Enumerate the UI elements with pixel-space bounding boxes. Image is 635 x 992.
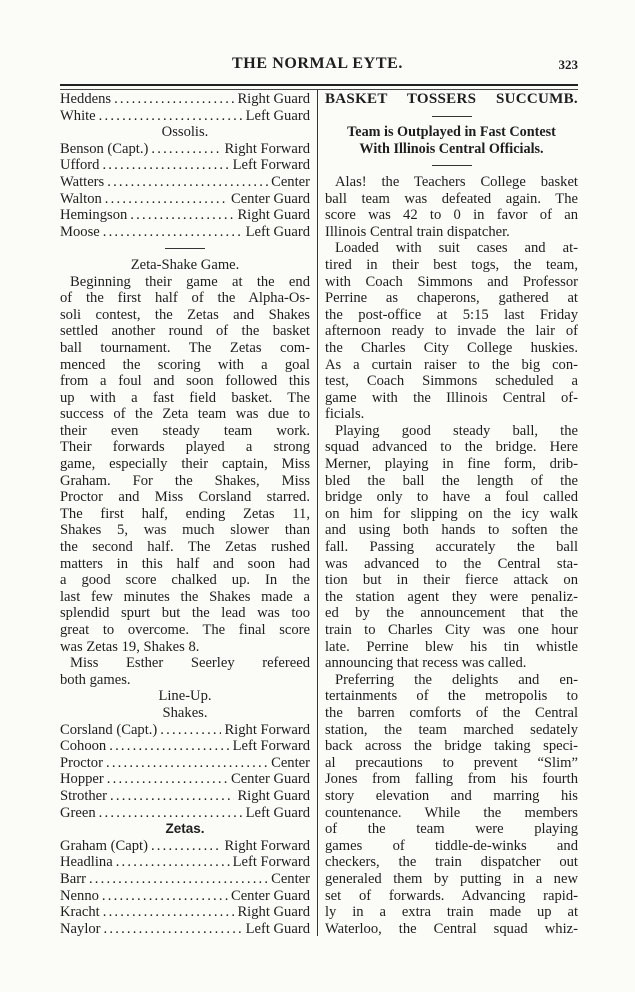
- player-position: Center Guard: [230, 190, 310, 207]
- text-line: squad advanced to the bridge. Here: [325, 439, 578, 456]
- text-line: checkers, the train dispatcher out: [325, 854, 578, 871]
- player-position: Center Guard: [230, 771, 310, 788]
- dot-leader: [151, 141, 221, 158]
- text-line: Illinois Central train dispatcher.: [325, 223, 510, 240]
- section-heading: Line-Up.: [158, 688, 212, 705]
- text-line: Jones from falling from his fourth: [325, 771, 578, 788]
- player-name: Moose: [60, 223, 100, 240]
- text-line: both games.: [60, 671, 131, 688]
- text-line: Playing good steady ball, the: [335, 422, 578, 439]
- player-name: Ufford: [60, 157, 100, 174]
- dot-leader: [99, 805, 243, 822]
- lineup-row: [60, 921, 310, 938]
- dot-leader: [105, 191, 228, 208]
- player-position: Left Guard: [245, 223, 310, 240]
- lineup-row: [60, 207, 310, 224]
- section-heading: Zeta-Shake Game.: [130, 256, 240, 273]
- text-line: Perrine as chaperons, gathered at: [325, 290, 578, 307]
- dot-leader: [103, 904, 235, 921]
- lineup-row: [60, 191, 310, 208]
- text-line: was Zetas 19, Shakes 8.: [60, 638, 200, 655]
- lineup-row: [60, 157, 310, 174]
- lineup-row: [60, 224, 310, 241]
- player-position: Center: [271, 870, 310, 887]
- player-position: Left Guard: [245, 804, 310, 821]
- dot-leader: [103, 224, 243, 241]
- text-line: ball tournament. The Zetas com-: [60, 339, 310, 356]
- dot-leader: [114, 91, 234, 108]
- player-position: Left Forward: [232, 157, 310, 174]
- dot-leader: [110, 788, 234, 805]
- text-line: game with the Illinois Central of-: [325, 389, 578, 406]
- lineup-row: [60, 771, 310, 788]
- dot-leader: [151, 838, 222, 855]
- dot-leader: [104, 921, 243, 938]
- section-heading: Ossolis.: [161, 124, 209, 141]
- text-line: Miss Esther Seerley refereed: [70, 655, 310, 672]
- text-line: set of forwards. Advancing rapid-: [325, 887, 578, 904]
- player-name: Barr: [60, 870, 86, 887]
- text-line: countenance. While the members: [325, 804, 578, 821]
- text-line: The first half, ending Zetas 11,: [60, 505, 310, 522]
- text-line: Loaded with suit cases and at-: [335, 240, 578, 257]
- player-name: Graham (Capt): [60, 837, 148, 854]
- dot-leader: [102, 157, 229, 174]
- player-position: Right Forward: [224, 721, 310, 738]
- text-line: Shakes 5, was much slower than: [60, 522, 310, 539]
- dot-leader: [109, 738, 229, 755]
- article-subheadline: Team is Outplayed in Fast Contest: [347, 124, 556, 141]
- lineup-row: [60, 904, 310, 921]
- player-position: Left Guard: [245, 920, 310, 937]
- lineup-row: [60, 755, 310, 772]
- player-name: Nenno: [60, 887, 99, 904]
- player-position: Right Forward: [224, 140, 310, 157]
- player-name: Kracht: [60, 904, 100, 921]
- player-position: Right Guard: [237, 91, 310, 107]
- right-column: [325, 91, 578, 937]
- text-line: station, the team marched sedately: [325, 721, 578, 738]
- player-position: Center: [271, 754, 310, 771]
- lineup-row: [60, 738, 310, 755]
- text-line: bridge only to have a foul called: [325, 489, 578, 506]
- text-line: up with a fast field basket. The: [60, 389, 310, 406]
- text-line: bled the ball the length of the: [325, 472, 578, 489]
- text-line: soli contest, the Zetas and Shakes: [60, 306, 310, 323]
- text-line: As a curtain raiser to the big con-: [325, 356, 578, 373]
- player-position: Right Guard: [237, 787, 310, 804]
- text-line: Waterloo, the Central squad whiz-: [325, 920, 578, 937]
- text-line: train to Charles City was one hour: [325, 622, 578, 638]
- player-position: Right Forward: [224, 837, 310, 854]
- dot-leader: [160, 722, 221, 739]
- header-rule: [60, 84, 578, 90]
- text-line: Graham. For the Shakes, Miss: [60, 472, 310, 489]
- text-line: from a foul and soon followed this: [60, 373, 310, 390]
- lineup-row: [60, 141, 310, 158]
- lineup-row: [60, 174, 310, 191]
- text-line: Preferring the delights and en-: [335, 671, 578, 688]
- article-headline: BASKET TOSSERS SUCCUMB.: [325, 91, 578, 107]
- lineup-row: [60, 91, 310, 108]
- dot-leader: [106, 755, 268, 772]
- paragraph: [325, 240, 578, 423]
- player-name: Watters: [60, 173, 105, 190]
- lineup-row: [60, 888, 310, 905]
- text-line: back across the bridge taking speci-: [325, 738, 578, 755]
- player-name: Corsland (Capt.): [60, 721, 158, 738]
- lineup-row: [60, 871, 310, 888]
- text-line: tion but in their fierce attack on: [325, 572, 578, 589]
- player-name: Hopper: [60, 771, 104, 788]
- text-line: of the team were playing: [325, 821, 578, 838]
- text-line: the Charles City College huskies.: [325, 339, 578, 356]
- player-position: Left Forward: [232, 738, 310, 755]
- divider: [325, 108, 578, 125]
- section-heading: Shakes.: [162, 704, 208, 721]
- dot-leader: [116, 854, 230, 871]
- left-column: [60, 91, 310, 937]
- text-line: announcing that recess was called.: [325, 655, 527, 672]
- player-name: Walton: [60, 190, 102, 207]
- paragraph: [325, 174, 578, 240]
- player-name: Strother: [60, 787, 108, 804]
- text-line: story elevation and marring his: [325, 787, 578, 804]
- dot-leader: [107, 771, 228, 788]
- player-name: Benson (Capt.): [60, 140, 149, 157]
- text-line: fall. Passing accurately the ball: [325, 539, 578, 556]
- dot-leader: [89, 871, 268, 888]
- text-line: matters in this half and soon had: [60, 555, 310, 572]
- text-line: late. Perrine blew his tin whistle: [325, 638, 578, 655]
- text-line: last few minutes the Shakes made a: [60, 588, 310, 605]
- text-line: al precautions to prevent “Slim”: [325, 754, 578, 771]
- text-line: with Coach Simmons and Professor: [325, 273, 578, 290]
- lineup-row: [60, 722, 310, 739]
- text-line: score was 42 to 0 in favor of an: [325, 207, 578, 224]
- player-name: Headlina: [60, 854, 113, 871]
- paragraph: [325, 672, 578, 938]
- lineup-row: [60, 854, 310, 871]
- text-line: afternoon ready to invade the lair of: [325, 323, 578, 340]
- text-line: tertainments of the metropolis to: [325, 688, 578, 705]
- divider: [60, 240, 310, 257]
- text-line: was advanced to the Central sta-: [325, 555, 578, 572]
- lineup-row: [60, 108, 310, 125]
- text-line: Their forwards played a strong: [60, 439, 310, 456]
- text-line: Merner, playing in fine form, drib-: [325, 456, 578, 473]
- paragraph: [60, 274, 310, 656]
- text-line: test, Coach Simmons scheduled a: [325, 373, 578, 390]
- text-line: game, especially their captain, Miss: [60, 456, 310, 473]
- text-line: the post-office at 5:15 last Friday: [325, 306, 578, 323]
- text-line: Proctor and Miss Corsland starred.: [60, 489, 310, 506]
- text-line: on him for slipping on the icy walk: [325, 505, 578, 522]
- divider: [325, 157, 578, 174]
- article-subheadline: With Illinois Central Officials.: [359, 140, 544, 157]
- text-line: great to overcome. The final score: [60, 622, 310, 638]
- text-line: the second half. The Zetas rushed: [60, 539, 310, 556]
- text-line: success of the Zeta team was due to: [60, 406, 310, 423]
- player-position: Right Guard: [237, 904, 310, 921]
- text-line: a good score chalked up. In the: [60, 572, 310, 589]
- player-name: White: [60, 107, 96, 124]
- lineup-row: [60, 805, 310, 822]
- dot-leader: [107, 174, 268, 191]
- text-line: menced the scoring with a goal: [60, 356, 310, 373]
- player-name: Cohoon: [60, 738, 107, 755]
- text-line: Beginning their game at the end: [70, 273, 310, 290]
- column-divider: [317, 90, 318, 936]
- text-line: the station agent they were penaliz-: [325, 588, 578, 605]
- section-heading: Zetas.: [165, 821, 205, 837]
- text-line: and using both hands to soften the: [325, 522, 578, 539]
- lineup-row: [60, 788, 310, 805]
- text-line: games of tiddle-de-winks and: [325, 837, 578, 854]
- text-line: ed by the announcement that the: [325, 605, 578, 622]
- text-line: ball team was defeated again. The: [325, 190, 578, 207]
- lineup-row: [60, 838, 310, 855]
- paragraph: [60, 655, 310, 688]
- text-line: Alas! the Teachers College basket: [335, 173, 578, 190]
- player-name: Heddens: [60, 91, 112, 107]
- text-line: generaled them by putting in a new: [325, 870, 578, 887]
- text-line: settled another round of the basket: [60, 323, 310, 340]
- text-line: ly in a extra train made up at: [325, 904, 578, 921]
- text-line: the barren comforts of the Central: [325, 704, 578, 721]
- text-line: splendid spurt but the lead was too: [60, 605, 310, 622]
- dot-leader: [102, 888, 228, 905]
- player-position: Left Forward: [232, 854, 310, 871]
- player-name: Hemingson: [60, 207, 128, 224]
- player-position: Center Guard: [230, 887, 310, 904]
- player-position: Right Guard: [237, 207, 310, 224]
- publication-title: THE NORMAL EYTE.: [232, 55, 403, 72]
- page-number: 323: [558, 57, 578, 72]
- player-name: Proctor: [60, 754, 103, 771]
- text-line: of the first half of the Alpha-Os-: [60, 290, 310, 307]
- text-line: ficials.: [325, 406, 365, 423]
- player-position: Left Guard: [245, 107, 310, 124]
- dot-leader: [99, 108, 243, 125]
- player-position: Center: [271, 173, 310, 190]
- player-name: Naylor: [60, 920, 101, 937]
- text-line: tired in their best togs, the team,: [325, 256, 578, 273]
- text-line: their even steady team work.: [60, 422, 310, 439]
- paragraph: [325, 423, 578, 672]
- player-name: Green: [60, 804, 96, 821]
- dot-leader: [130, 207, 234, 224]
